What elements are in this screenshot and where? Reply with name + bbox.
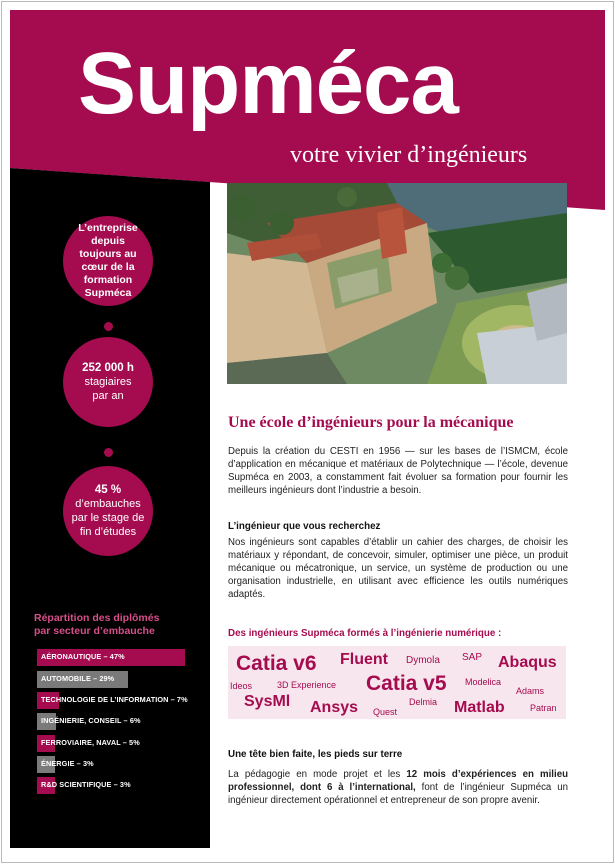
tool-tag: Fluent	[340, 651, 388, 668]
tool-tag: Adams	[516, 686, 545, 696]
bubble-hiring	[63, 466, 153, 556]
sector-bar-label: INGÉNIERIE, CONSEIL – 6%	[41, 716, 141, 725]
tool-tag: Catia v6	[236, 652, 317, 675]
bubble-hiring-line1: d’embauches	[75, 498, 141, 510]
brand-tagline: votre vivier d’ingénieurs	[290, 142, 528, 168]
section-mindset-body	[228, 768, 568, 807]
tool-tag: Ideos	[230, 681, 253, 691]
connector-dot	[104, 448, 113, 457]
tool-tag: SysMl	[244, 693, 291, 710]
brand-title: Supméca	[78, 35, 458, 132]
bubble-training-hours	[63, 337, 153, 427]
tool-tag: Catia v5	[366, 672, 447, 695]
sector-bar-label: FERROVIAIRE, NAVAL – 5%	[41, 738, 140, 747]
connector-dot	[104, 322, 113, 331]
bubble-training-line2: par an	[92, 390, 124, 402]
tool-tag: Modelica	[465, 677, 502, 687]
main-heading: Une école d’ingénieurs pour la mécanique	[228, 414, 514, 431]
sector-bar-label: R&D SCIENTIFIQUE – 3%	[41, 780, 131, 789]
repartition-title-line2: par secteur d’embauche	[34, 625, 155, 637]
tool-tag: SAP	[462, 652, 483, 663]
bubble-partnership	[63, 216, 153, 306]
bubble-hiring-line3: fin d’études	[79, 526, 137, 538]
intro-paragraph: Depuis la création du CESTI en 1956 — sur les bases de l’ISMCM, école d’application en mécanique et matériaux de Polytechnique — l’école, devenue Supméca en 2003, a constamment fait évoluer sa formation pour fournir les meilleurs ingénieurs dont l’industrie a besoin.	[228, 446, 568, 496]
tool-tag: Quest	[373, 707, 398, 717]
tool-tag: 3D Experience	[277, 680, 337, 690]
section-digital-title: Des ingénieurs Supméca formés à l’ingénierie numérique :	[228, 628, 502, 639]
sector-bar-label: AÉRONAUTIQUE – 47%	[41, 652, 125, 661]
section-mindset-text: La pédagogie en mode projet et les	[228, 769, 407, 780]
section-engineer-body: Nos ingénieurs sont capables d’établir un cahier des charges, de choisir les matériaux y répondant, de concevoir, simuler, optimiser une pièce, un produit mécanique ou mécatronique, un service, un système de production ou une organisation industrielle, en utilisant avec efficience les outils numériques adaptés.	[228, 537, 568, 600]
bubble-hiring-line2: par le stage de	[71, 512, 145, 524]
section-mindset-title: Une tête bien faite, les pieds sur terre	[228, 749, 403, 760]
tool-tag: Delmia	[409, 697, 438, 707]
bubble-training-line1: stagiaires	[84, 376, 132, 388]
tool-tag: Patran	[530, 703, 557, 713]
section-engineer-title: L’ingénieur que vous recherchez	[228, 521, 381, 532]
bubble-partnership-text: L’entreprise depuis toujours au cœur de la formation Supméca	[78, 222, 138, 299]
tool-tag: Dymola	[406, 655, 440, 666]
section-mindset-highlight: 12 mois d’expériences en milieu professionnel, dont 6 à l’international,	[228, 769, 568, 793]
sector-bar-label: TECHNOLOGIE DE L’INFORMATION – 7%	[41, 695, 188, 704]
tool-tag: Abaqus	[498, 654, 557, 671]
repartition-title	[34, 612, 159, 638]
software-tag-cloud	[228, 646, 566, 719]
repartition-title-line1: Répartition des diplômés	[34, 612, 160, 624]
section-mindset-text: font de l’ingénieur Supméca un ingénieur directement opérationnel et entrepreneur de son propre avenir.	[228, 782, 568, 806]
bubble-hiring-value: 45 %	[94, 484, 122, 496]
bubble-training-value: 252 000 h	[82, 362, 134, 374]
tool-tag: Matlab	[454, 699, 505, 716]
sector-bar-label: ÉNERGIE – 3%	[41, 759, 94, 768]
tool-tag: Ansys	[310, 699, 359, 716]
sector-bar-label: AUTOMOBILE – 29%	[41, 674, 115, 683]
campus-aerial-photo	[227, 183, 567, 384]
